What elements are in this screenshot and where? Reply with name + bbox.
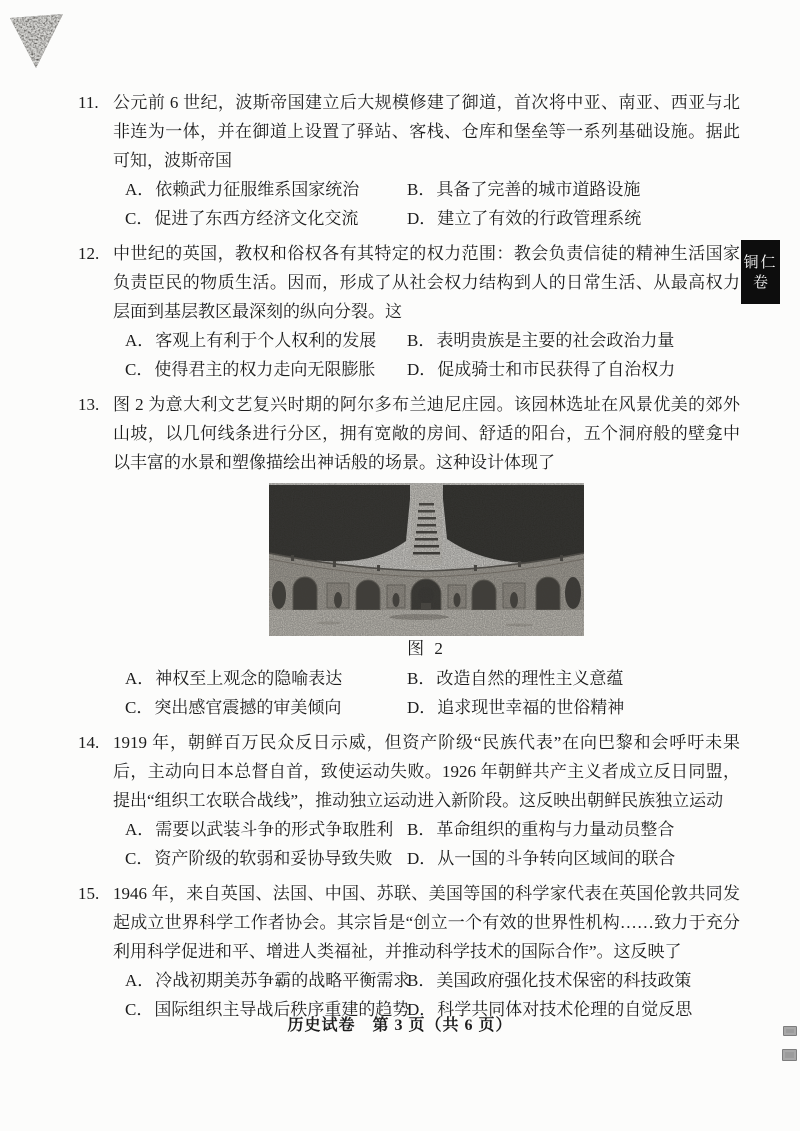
publisher-triangle-logo <box>8 12 64 70</box>
option-a-text: 依赖武力征服维系国家统治 <box>155 180 360 199</box>
option-d <box>407 204 740 233</box>
option-row <box>125 815 740 844</box>
option-a-label: A． <box>125 331 155 350</box>
option-d-text: 促成骑士和市民获得了自治权力 <box>437 360 676 379</box>
option-d-label: D． <box>407 209 437 228</box>
option-c <box>125 355 407 384</box>
option-d-label: D． <box>407 1000 437 1019</box>
option-c-text: 突出感官震撼的审美倾向 <box>154 698 342 717</box>
question-14-options <box>113 815 740 873</box>
question-11 <box>78 88 740 233</box>
option-b-text: 革命组织的重构与力量动员整合 <box>436 820 675 839</box>
option-c-label: C． <box>125 209 154 228</box>
option-a-text: 客观上有利于个人权利的发展 <box>155 331 377 350</box>
scan-registration-mark <box>782 1049 797 1061</box>
question-12-stem: 中世纪的英国，教权和俗权各有其特定的权力范围：教会负责信徒的精神生活国家负责臣民的物质生活。因而，形成了从社会权力结构到人的日常生活、从最高权力层面到基层教区最深刻的纵向分裂。这 <box>113 244 740 321</box>
option-b-text: 表明贵族是主要的社会政治力量 <box>436 331 675 350</box>
option-row <box>125 966 740 995</box>
option-b-label: B． <box>407 669 436 688</box>
option-d-label: D． <box>407 698 437 717</box>
question-14-stem: 1919 年，朝鲜百万民众反日示威，但资产阶级“民族代表”在向巴黎和会呼吁未果后，主动向日本总督自首，致使运动失败。1926 年朝鲜共产主义者成立反日同盟，提出“组织工农联合战线”，推动独立运动进入新阶段。这反映出朝鲜民族独立运动 <box>113 733 740 810</box>
option-row <box>125 175 740 204</box>
option-b-text: 改造自然的理性主义意蕴 <box>436 669 624 688</box>
option-a-label: A． <box>125 669 155 688</box>
option-d-label: D． <box>407 849 437 868</box>
option-a-text: 神权至上观念的隐喻表达 <box>155 669 343 688</box>
option-b-text: 具备了完善的城市道路设施 <box>436 180 641 199</box>
option-c-text: 使得君主的权力走向无限膨胀 <box>154 360 376 379</box>
option-a <box>125 326 407 355</box>
question-13-number: 13. <box>78 395 100 414</box>
question-11-number: 11. <box>78 93 99 112</box>
option-row <box>125 664 740 693</box>
option-a <box>125 664 407 693</box>
question-13 <box>78 390 740 722</box>
option-d <box>407 844 740 873</box>
option-d-text: 从一国的斗争转向区域间的联合 <box>437 849 676 868</box>
option-row <box>125 844 740 873</box>
figure-2-photo <box>269 483 584 636</box>
option-c-text: 促进了东西方经济文化交流 <box>154 209 359 228</box>
question-13-options <box>113 664 740 722</box>
page-footer: 历史试卷 第 3 页（共 6 页） <box>287 1017 513 1034</box>
question-11-options <box>113 175 740 233</box>
option-a <box>125 815 407 844</box>
question-13-stem: 图 2 为意大利文艺复兴时期的阿尔多布兰迪尼庄园。该园林选址在风景优美的郊外山坡，以几何线条进行分区，拥有宽敞的房间、舒适的阳台，五个洞府般的壁龛中以丰富的水景和塑像描绘出神话般的场景。这种设计体现了 <box>113 395 740 472</box>
option-d-text: 追求现世幸福的世俗精神 <box>437 698 625 717</box>
option-row <box>125 204 740 233</box>
question-14 <box>78 728 740 873</box>
question-15 <box>78 879 740 1024</box>
option-c-label: C． <box>125 849 154 868</box>
question-12 <box>78 239 740 384</box>
option-c <box>125 204 407 233</box>
question-14-number: 14. <box>78 733 100 752</box>
option-c <box>125 693 407 722</box>
option-a-text: 冷战初期美苏争霸的战略平衡需求 <box>155 971 411 990</box>
option-a-text: 需要以武装斗争的形式争取胜利 <box>155 820 394 839</box>
edition-tab-line2: 卷 <box>752 273 768 291</box>
exam-edition-tab <box>741 240 780 304</box>
option-c-text: 国际组织主导战后秩序重建的趋势 <box>154 1000 410 1019</box>
option-c-label: C． <box>125 1000 154 1019</box>
option-d <box>407 355 740 384</box>
option-c-text: 资产阶级的软弱和妥协导致失败 <box>154 849 393 868</box>
question-15-stem: 1946 年，来自英国、法国、中国、苏联、美国等国的科学家代表在英国伦敦共同发起成立世界科学工作者协会。其宗旨是“创立一个有效的世界性机构……致力于充分利用科学促进和平、增进人类福祉，并推动科学技术的国际合作”。这反映了 <box>113 884 740 961</box>
option-b-text: 美国政府强化技术保密的科技政策 <box>436 971 692 990</box>
option-b <box>407 966 740 995</box>
scan-registration-mark <box>783 1026 797 1036</box>
question-area <box>78 88 740 1030</box>
option-b <box>407 175 740 204</box>
option-a-label: A． <box>125 820 155 839</box>
option-a-label: A． <box>125 180 155 199</box>
option-a-label: A． <box>125 971 155 990</box>
option-b-label: B． <box>407 331 436 350</box>
option-c-label: C． <box>125 698 154 717</box>
question-12-options <box>113 326 740 384</box>
question-15-number: 15. <box>78 884 100 903</box>
option-b-label: B． <box>407 971 436 990</box>
edition-tab-line1: 铜仁 <box>743 253 778 271</box>
option-b-label: B． <box>407 180 436 199</box>
option-c-label: C． <box>125 360 154 379</box>
figure-2 <box>269 483 584 662</box>
option-c <box>125 844 407 873</box>
option-b <box>407 815 740 844</box>
figure-2-caption: 图 2 <box>407 639 446 658</box>
option-row <box>125 326 740 355</box>
option-d <box>407 693 740 722</box>
option-a <box>125 966 411 995</box>
option-row <box>125 693 740 722</box>
option-row <box>125 355 740 384</box>
question-11-stem: 公元前 6 世纪，波斯帝国建立后大规模修建了御道，首次将中亚、南亚、西亚与北非连为一体，并在御道上设置了驿站、客栈、仓库和堡垒等一系列基础设施。据此可知，波斯帝国 <box>113 93 740 170</box>
option-a <box>125 175 407 204</box>
option-d-label: D． <box>407 360 437 379</box>
question-12-number: 12. <box>78 244 100 263</box>
option-d-text: 科学共同体对技术伦理的自觉反思 <box>437 1000 693 1019</box>
option-b <box>407 664 740 693</box>
option-d-text: 建立了有效的行政管理系统 <box>437 209 642 228</box>
option-b <box>407 326 740 355</box>
option-b-label: B． <box>407 820 436 839</box>
